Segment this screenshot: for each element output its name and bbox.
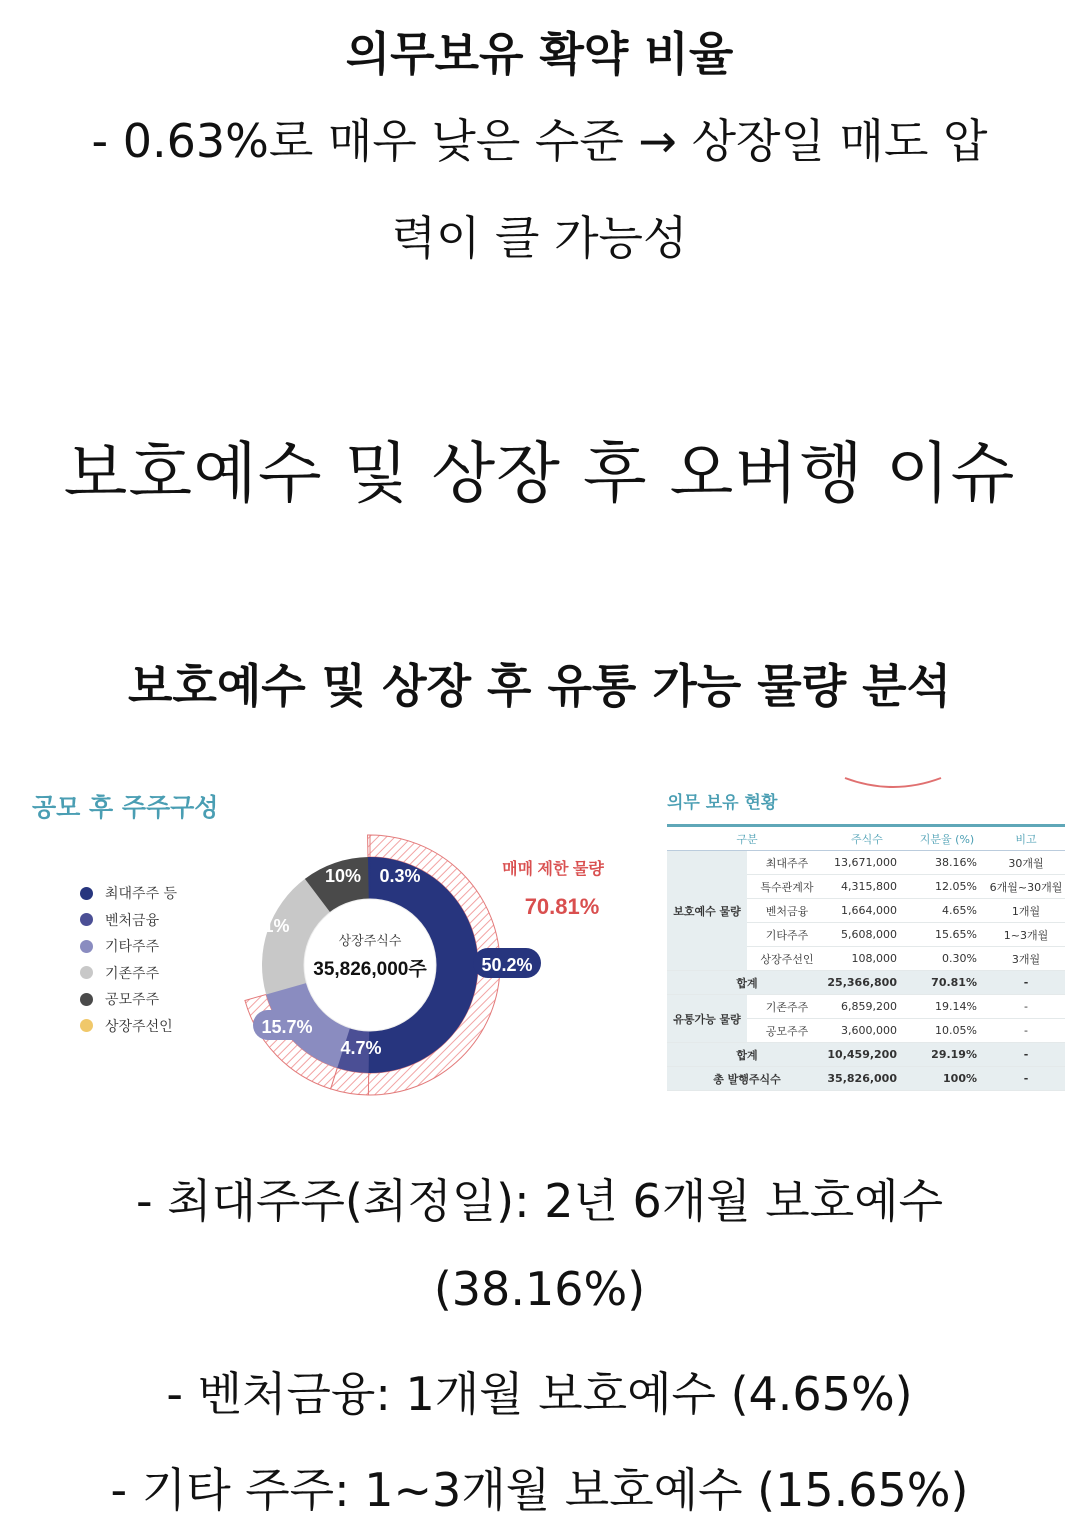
table-cell: 19.14% [907, 995, 987, 1019]
table-cell: - [987, 1019, 1065, 1043]
table-cell: 합계 [667, 1043, 827, 1067]
table-cell: 특수관계자 [747, 875, 827, 899]
legend-label: 기존주주 [105, 965, 160, 982]
mid-heading: 보호예수 및 상장 후 유통 가능 물량 분석 [127, 659, 952, 713]
table-cell: 기존주주 [747, 995, 827, 1019]
legend-label: 상장주선인 [105, 1018, 173, 1035]
table-cell: 합계 [667, 971, 827, 995]
table-cell: 70.81% [907, 971, 987, 995]
bullet-1: - 최대주주(최정일): 2년 6개월 보호예수 [135, 1174, 944, 1228]
table-cell: 5,608,000 [827, 923, 907, 947]
restricted-band-segment [368, 835, 370, 857]
slice-value-label: 50.2% [481, 955, 533, 975]
slice-value-label: 0.3% [379, 866, 421, 886]
table-cell: 4.65% [907, 899, 987, 923]
slice-value-label: 10% [324, 866, 362, 886]
header-category: 구분 [667, 826, 827, 851]
slice-value-label: 15.7% [261, 1017, 313, 1037]
table-cell: 공모주주 [747, 1019, 827, 1043]
table-cell: 6개월~30개월 [987, 875, 1065, 899]
table-cell: 29.19% [907, 1043, 987, 1067]
table-sum-row [667, 971, 1065, 995]
table-cell: 12.05% [907, 875, 987, 899]
big-heading: 보호예수 및 상장 후 오버행 이슈 [63, 435, 1016, 512]
donut-chart [20, 770, 620, 1100]
restricted-label: 매매 제한 물량 [502, 861, 604, 878]
table-title: 의무 보유 현황 [667, 793, 778, 813]
table-sum-row [667, 1067, 1065, 1091]
table-cell: 108,000 [827, 947, 907, 971]
table-cell: 10,459,200 [827, 1043, 907, 1067]
table-cell: - [987, 1067, 1065, 1091]
table-group-label: 보호예수 물량 [667, 851, 747, 971]
table-cell: 상장주선인 [747, 947, 827, 971]
header-shares: 주식수 [827, 826, 907, 851]
table-cell: 총 발행주식수 [667, 1067, 827, 1091]
table-cell: 35,826,000 [827, 1067, 907, 1091]
table-cell: - [987, 995, 1065, 1019]
legend-label: 기타주주 [105, 939, 160, 956]
table-cell: 15.65% [907, 923, 987, 947]
table-cell: - [987, 1043, 1065, 1067]
restricted-value: 70.81% [524, 894, 600, 919]
bullet-2: - 벤처금융: 1개월 보호예수 (4.65%) [166, 1367, 913, 1421]
decorative-arc [843, 772, 943, 792]
table-cell: 1개월 [987, 899, 1065, 923]
slice-value-label: 19.1% [238, 916, 290, 936]
infographic-title: 공모 후 주주구성 [32, 793, 219, 822]
table-cell: - [987, 971, 1065, 995]
body-line-2: 력이 클 가능성 [391, 211, 688, 265]
bullet-1-cont: (38.16%) [433, 1262, 646, 1316]
table-cell: 기타주주 [747, 923, 827, 947]
header-ratio: 지분율 (%) [907, 826, 987, 851]
table-cell: 25,366,800 [827, 971, 907, 995]
table-cell: 30개월 [987, 851, 1065, 875]
table-group-label: 유통가능 물량 [667, 995, 747, 1043]
table-cell: 3,600,000 [827, 1019, 907, 1043]
table-cell: 13,671,000 [827, 851, 907, 875]
center-value: 35,826,000주 [313, 959, 427, 980]
body-line-1: - 0.63%로 매우 낮은 수준 → 상장일 매도 압 [91, 114, 988, 168]
table-cell: 6,859,200 [827, 995, 907, 1019]
bullet-3: - 기타 주주: 1~3개월 보호예수 (15.65%) [110, 1463, 969, 1517]
shareholder-infographic [20, 770, 620, 1100]
table-row [667, 995, 1065, 1019]
legend-label: 벤처금융 [105, 912, 160, 929]
lockup-table-panel [665, 770, 1067, 1090]
table-cell: 100% [907, 1067, 987, 1091]
table-cell: 벤처금융 [747, 899, 827, 923]
lockup-table [667, 824, 1065, 1091]
slice-value-label: 4.7% [340, 1038, 382, 1058]
table-cell: 1~3개월 [987, 923, 1065, 947]
legend-label: 공모주주 [105, 992, 160, 1009]
table-cell: 1,664,000 [827, 899, 907, 923]
table-cell: 3개월 [987, 947, 1065, 971]
table-row [667, 851, 1065, 875]
table-sum-row [667, 1043, 1065, 1067]
header-note: 비고 [987, 826, 1065, 851]
table-cell: 0.30% [907, 947, 987, 971]
table-cell: 38.16% [907, 851, 987, 875]
section-title: 의무보유 확약 비율 [345, 27, 734, 81]
center-label: 상장주식수 [338, 933, 402, 948]
legend-label: 최대주주 등 [105, 886, 178, 903]
table-cell: 최대주주 [747, 851, 827, 875]
table-cell: 4,315,800 [827, 875, 907, 899]
table-cell: 10.05% [907, 1019, 987, 1043]
